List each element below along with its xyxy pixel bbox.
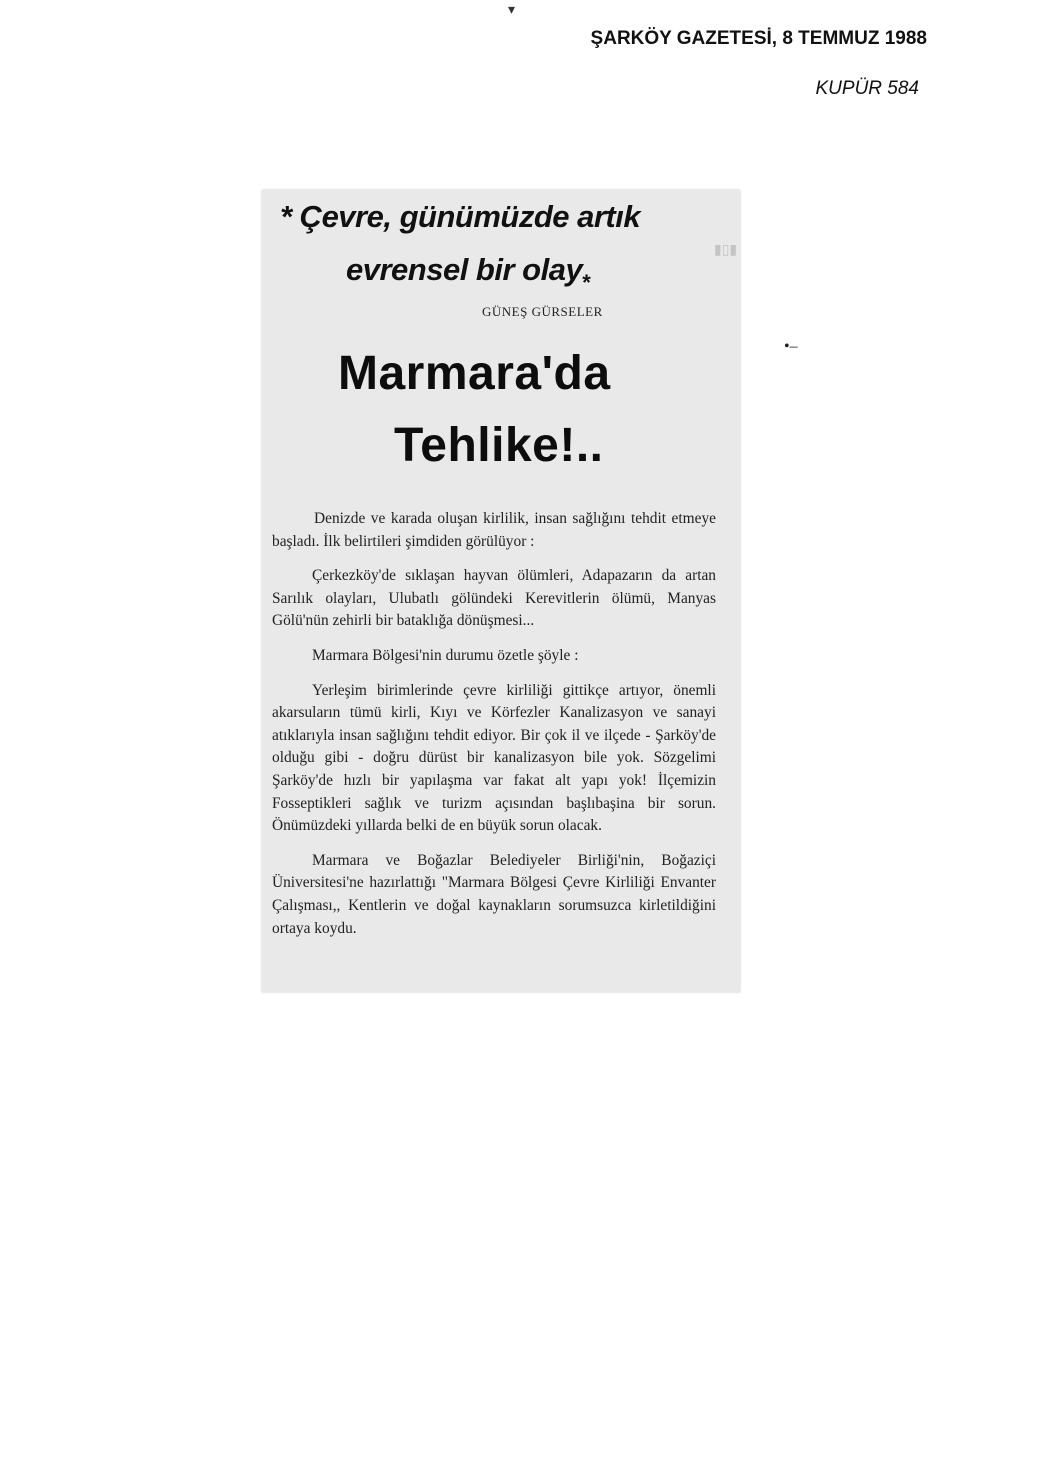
subtitle-line-2-text: evrensel bir olay [346, 252, 583, 287]
article-byline: GÜNEŞ GÜRSELER [482, 304, 603, 319]
newspaper-clipping [262, 190, 740, 992]
subtitle-line-2 [280, 243, 740, 309]
paragraph: Yerleşim birimlerinde çevre kirliliği gittikçe artıyor, önemli akarsuların tümü kirli, Kıyı ve Körfezler Kanalizasyon ve sanayi atıklarıyla insan sağlığını tehdit ediyor. Bir çok il ve ilçede - Şarköy'de olduğu gibi - doğru dürüst bir kanalizasyon bile yok. Sözgelimi Şarköy'de hızlı bir yapılaşma var fakat alt yapı yok! İlçemizin Fosseptikleri sağlık ve turizm açısından başlıbaşina bir sorun. Önümüzdeki yıllarda belki de en büyük sorun olacak. [272, 681, 716, 835]
scan-mark: ▾ [508, 3, 516, 18]
bleed-through-texture: ▮▯▮ [714, 243, 738, 258]
subtitle-line-1: * Çevre, günümüzde artık [280, 199, 641, 234]
paragraph: Marmara Bölgesi'nin durumu özetle şöyle : [312, 646, 579, 664]
paragraph: Marmara ve Boğazlar Belediyeler Birliği'nin, Boğaziçi Üniversitesi'ne hazırlattığı "Marmara Bölgesi Çevre Kirliliği Envanter Çalışması,, Kentlerin ve doğal kaynakların sorumsuzca kirletildiğini ortaya koydu. [272, 851, 716, 937]
title-line-1: Marmara'da [338, 347, 611, 400]
margin-mark: •– [784, 338, 798, 355]
paragraph: Çerkezköy'de sıklaşan hayvan ölümleri, Adapazarın da artan Sarılık olayları, Ulubatlı gölündeki Kerevitlerin ölümü, Manyas Gölü'nün zehirli bir bataklığa dönüşmesi... [272, 567, 716, 630]
article-title [338, 338, 738, 482]
newspaper-source: ŞARKÖY GAZETESİ, 8 TEMMUZ 1988 [590, 28, 927, 49]
clipping-number: KUPÜR 584 [815, 78, 919, 99]
subtitle-star: * [582, 270, 591, 295]
article-body [272, 508, 716, 952]
article-subtitle [280, 190, 740, 309]
paragraph: Denizde ve karada oluşan kirlilik, insan sağlığını tehdit etmeye başladı. İlk belirtileri şimdiden görülüyor : [272, 510, 716, 550]
title-line-2: Tehlike!.. [394, 419, 604, 472]
